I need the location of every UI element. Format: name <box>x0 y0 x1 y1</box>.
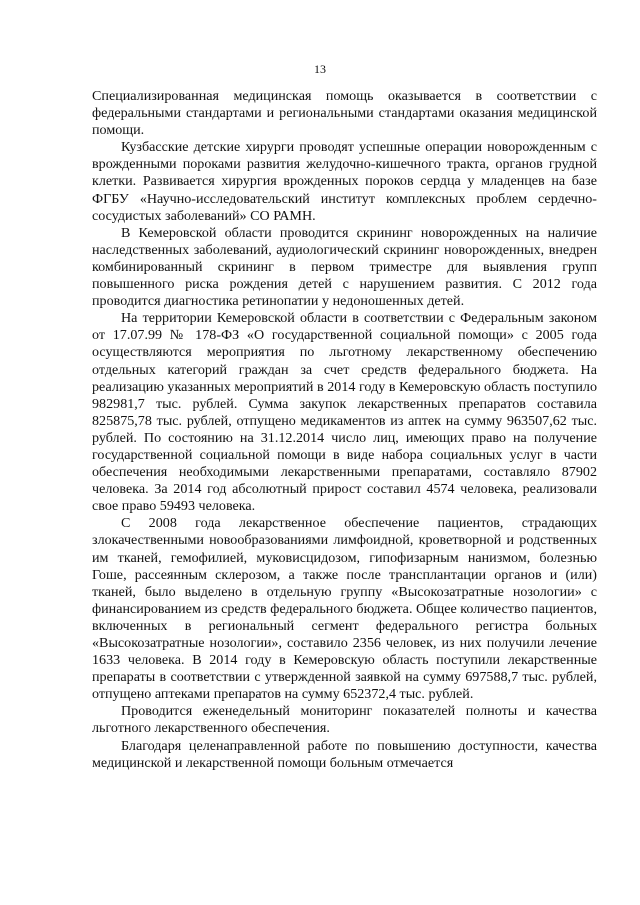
paragraph-drug-provision: На территории Кемеровской области в соответствии с Федеральным законом от 17.07.99 № 178-ФЗ «О государственной социальной помощи» с 2005 года осуществляются мероприятия по льготному лекарственному обеспечению отдельных категорий граждан за счет средств федерального бюджета. На реализацию указанных мероприятий в 2014 году в Кемеровскую область поступило 982981,7 тыс. рублей. Сумма закупок лекарственных препаратов составила 825875,78 тыс. рублей, отпущено медикаментов из аптек на сумму 963507,62 тыс. рублей. По состоянию на 31.12.2014 число лиц, имеющих право на получение государственной социальной помощи в виде набора социальных услуг в части обеспечения необходимыми лекарственными препаратами, составляло 87902 человека. За 2014 год абсолютный прирост составил 4574 человека, реализовали свое право 59493 человека. <box>92 310 597 515</box>
page-number: 13 <box>314 62 326 76</box>
paragraph-high-cost-nosologies: С 2008 года лекарственное обеспечение пациентов, страдающих злокачественными новообразованиями лимфоидной, кроветворной и родственных им тканей, гемофилией, муковисцидозом, гипофизарным нанизмом, болезнью Гоше, рассеянным склерозом, а также после трансплантации органов и (или) тканей, было выделено в отдельную группу «Высокозатратные нозологии» с финансированием из средств федерального бюджета. Общее количество пациентов, включенных в региональный сегмент федерального регистра больных «Высокозатратные нозологии», составило 2356 человек, из них получили лечение 1633 человека. В 2014 году в Кемеровскую область поступили лекарственные препараты в соответствии с утвержденной заявкой на сумму 697588,7 тыс. рублей, отпущено аптеками препаратов на сумму 652372,4 тыс. рублей. <box>92 515 597 703</box>
paragraph-pediatric-surgery: Кузбасские детские хирурги проводят успешные операции новорожденным с врожденными пороками развития желудочно-кишечного тракта, органов грудной клетки. Развивается хирургия врожденных пороков сердца у младенцев на базе ФГБУ «Научно-исследовательский институт комплексных проблем сердечно-сосудистых заболеваний» СО РАМН. <box>92 139 597 224</box>
paragraph-newborn-screening: В Кемеровской области проводится скрининг новорожденных на наличие наследственных заболеваний, аудиологический скрининг новорожденных, внедрен комбинированный скрининг в первом триместре для выявления групп повышенного риска рождения детей с нарушением развития. С 2012 года проводится диагностика ретинопатии у недоношенных детей. <box>92 224 597 310</box>
paragraph-specialized-care: Специализированная медицинская помощь оказывается в соответствии с федеральными стандартами и региональными стандартами оказания медицинской помощи. <box>92 88 597 139</box>
body-text <box>92 88 597 772</box>
paragraph-monitoring: Проводится еженедельный мониторинг показателей полноты и качества льготного лекарственного обеспечения. <box>92 703 597 737</box>
paragraph-accessibility: Благодаря целенаправленной работе по повышению доступности, качества медицинской и лекарственной помощи больным отмечается <box>92 737 597 771</box>
